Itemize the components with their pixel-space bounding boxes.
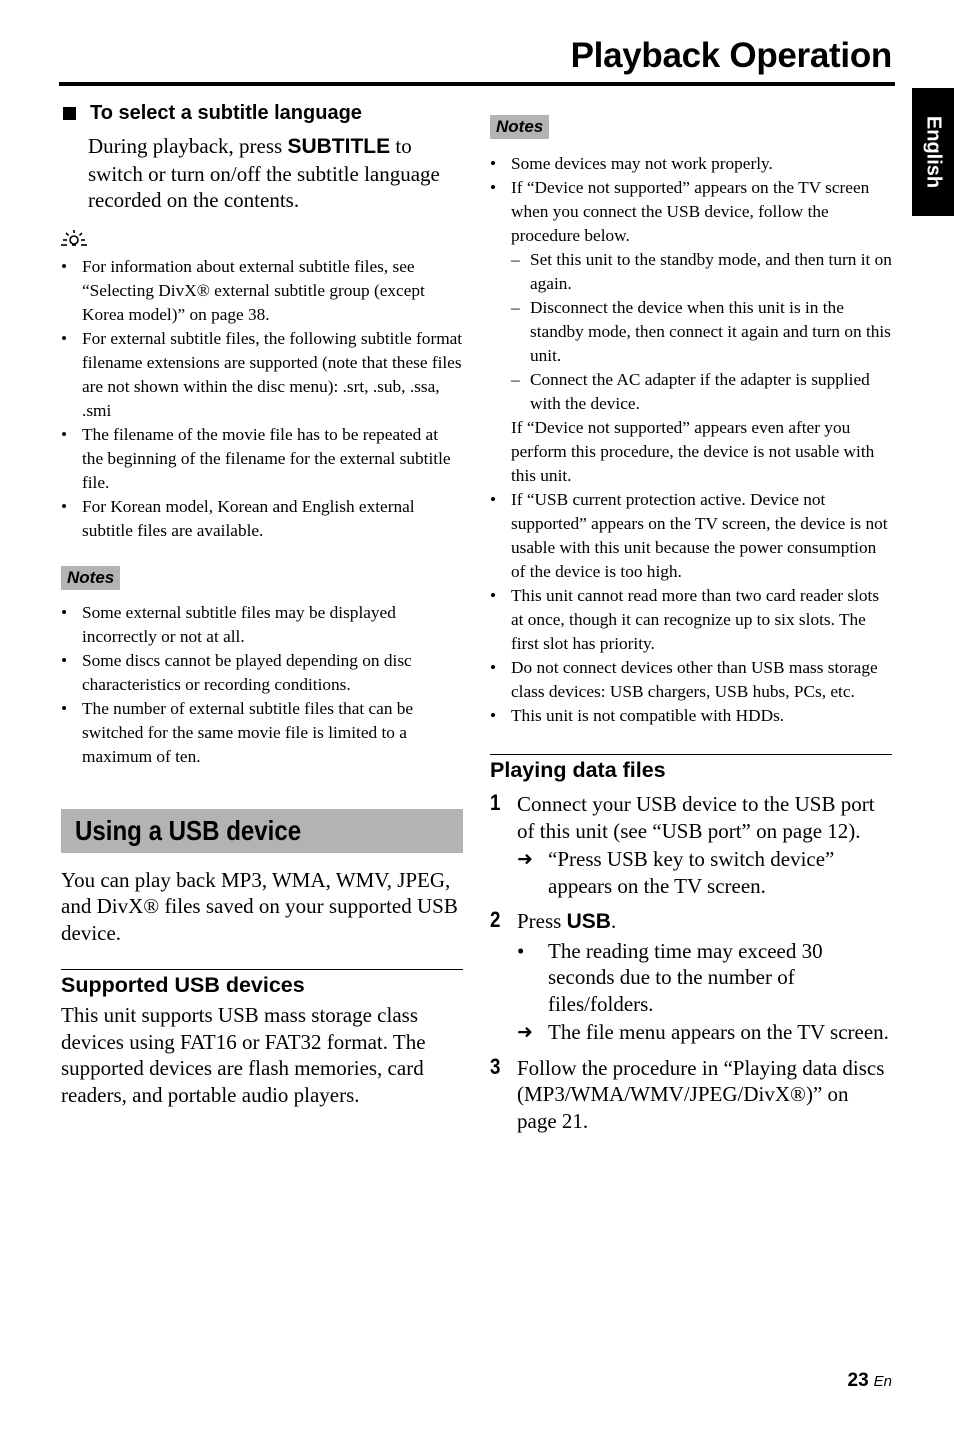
list-item: • This unit cannot read more than two card reader slots at once, though it can recognize up to six slots. The first slot has priority. bbox=[490, 584, 892, 656]
list-item: • This unit is not compatible with HDDs. bbox=[490, 704, 892, 728]
divider bbox=[490, 754, 892, 755]
subtitle-key: SUBTITLE bbox=[287, 135, 391, 158]
arrow-right-icon: ➜ bbox=[517, 848, 533, 870]
step-2-note: • The reading time may exceed 30 seconds due to the number of files/folders. bbox=[517, 938, 823, 1016]
step-number: 2 bbox=[490, 907, 501, 932]
divider bbox=[61, 969, 463, 970]
step-3: 3 Follow the procedure in “Playing data discs (MP3/WMA/WMV/JPEG/DivX®)” on page 21. bbox=[490, 1053, 885, 1133]
bullet-icon: • bbox=[517, 938, 525, 963]
notes-label: Notes bbox=[490, 115, 549, 139]
procedure-step: – Connect the AC adapter if the adapter is supplied with the device. bbox=[511, 368, 892, 416]
subtitle-notes-list bbox=[61, 601, 463, 769]
supported-devices-text: This unit supports USB mass storage class devices using FAT16 or FAT32 format. The supported devices are flash memories, card readers, and portable audio players. bbox=[61, 1003, 426, 1107]
list-item: • Some devices may not work properly. bbox=[490, 152, 892, 176]
subtitle-heading: To select a subtitle language bbox=[61, 102, 463, 125]
step-2-result: ➜ The file menu appears on the TV screen. bbox=[517, 1020, 889, 1044]
notes-label: Notes bbox=[61, 566, 120, 590]
list-item: • Some external subtitle files may be displayed incorrectly or not at all. bbox=[61, 601, 463, 649]
title-rule bbox=[59, 82, 895, 86]
usb-intro: You can play back MP3, WMA, WMV, JPEG, and DivX® files saved on your supported USB device. bbox=[61, 867, 458, 945]
tips-list bbox=[61, 255, 463, 543]
step-1-result: ➜ “Press USB key to switch device” appears on the TV screen. bbox=[517, 847, 835, 898]
page-suffix: En bbox=[873, 1373, 892, 1390]
usb-key: USB bbox=[566, 910, 611, 933]
left-column bbox=[61, 100, 463, 1108]
procedure-list bbox=[511, 248, 892, 416]
procedure-followup: If “Device not supported” appears even after you perform this procedure, the device is not usable with this unit. bbox=[511, 418, 875, 485]
playing-data-files-heading: Playing data files bbox=[490, 758, 666, 782]
list-item: • For Korean model, Korean and English external subtitle files are available. bbox=[61, 495, 463, 543]
usb-section-title: Using a USB device bbox=[61, 809, 463, 853]
step-number: 3 bbox=[490, 1053, 501, 1079]
list-item: • The filename of the movie file has to be repeated at the beginning of the filename for the external subtitle file. bbox=[61, 423, 463, 495]
list-item: • Some discs cannot be played depending on disc characteristics or recording conditions. bbox=[61, 649, 463, 697]
subtitle-lead: During playback, press SUBTITLE to switch or turn on/off the subtitle language recorded on the contents. bbox=[88, 134, 440, 212]
list-item: • The number of external subtitle files that can be switched for the same movie file is limited to a maximum of ten. bbox=[61, 697, 463, 769]
procedure-step: – Disconnect the device when this unit is in the standby mode, then connect it again and turn on this unit. bbox=[511, 296, 892, 368]
step-2: 2 Press USB. bbox=[490, 907, 617, 933]
language-tab-label: English bbox=[922, 115, 945, 189]
list-item: • If “Device not supported” appears on the TV screen when you connect the USB device, follow the procedure below. – Set this unit to the standby mode, and then turn it on again. – Disconnect the device when this unit is in the standby mode, then connect it again and turn on this unit. – Connect the AC adapter if the adapter is supplied with the device. If “Device not supported” appears even after you perform this procedure, the device is not usable with this unit. bbox=[490, 176, 892, 488]
lightbulb-icon bbox=[61, 228, 89, 248]
list-item: • Do not connect devices other than USB mass storage class devices: USB chargers, USB hubs, PCs, etc. bbox=[490, 656, 892, 704]
right-column bbox=[490, 115, 892, 1134]
language-tab bbox=[912, 88, 954, 216]
arrow-right-icon: ➜ bbox=[517, 1021, 533, 1043]
page-title: Playback Operation bbox=[570, 36, 892, 75]
step-number: 1 bbox=[490, 790, 501, 815]
page-number: 23 En bbox=[847, 1370, 892, 1391]
square-bullet-icon bbox=[63, 107, 76, 120]
step-1: 1 Connect your USB device to the USB port of this unit (see “USB port” on page 12). bbox=[490, 790, 875, 843]
list-item: • If “USB current protection active. Device not supported” appears on the TV screen, the device is not usable with this unit because the power consumption of the device is too high. bbox=[490, 488, 892, 584]
usb-notes-list bbox=[490, 152, 892, 728]
supported-devices-heading: Supported USB devices bbox=[61, 973, 305, 997]
procedure-step: – Set this unit to the standby mode, and then turn it on again. bbox=[511, 248, 892, 296]
list-item: • For external subtitle files, the following subtitle format filename extensions are supported (note that these files are not shown within the disc menu): .srt, .sub, .ssa, .smi bbox=[61, 327, 463, 423]
list-item: • For information about external subtitle files, see “Selecting DivX® external subtitle group (except Korea model)” on page 38. bbox=[61, 255, 463, 327]
